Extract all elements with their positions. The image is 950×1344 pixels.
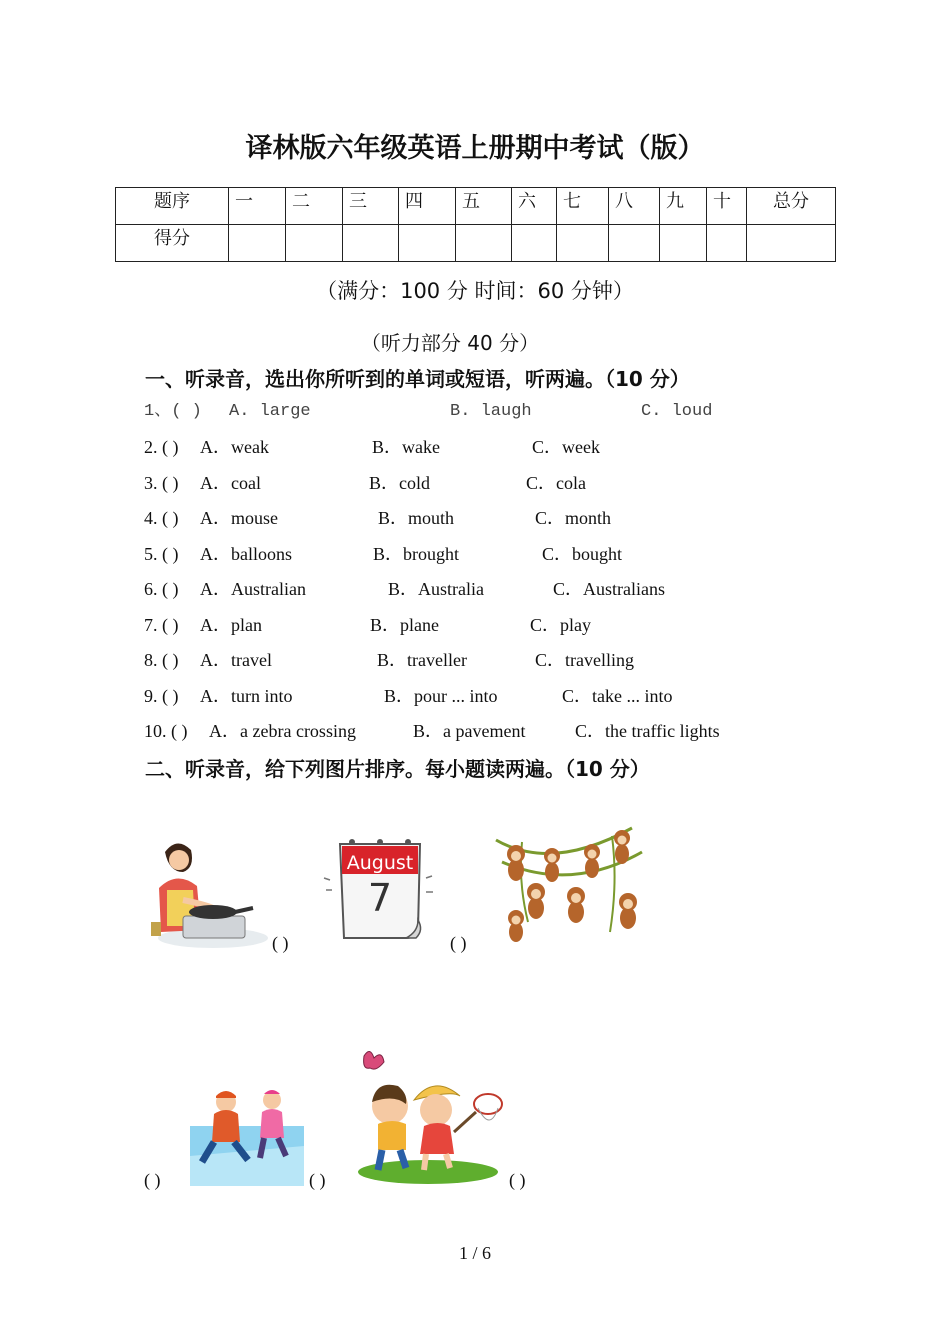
exam-info: （满分：100 分 时间：60 分钟） [316, 279, 634, 303]
header-cell: 二 [286, 188, 343, 225]
header-cell: 五 [456, 188, 512, 225]
answer-blank[interactable]: ( ) [144, 1170, 161, 1190]
option-c: C．week [532, 437, 600, 457]
option-c: C．play [530, 615, 591, 635]
answer-blank[interactable]: ( ) [272, 933, 289, 953]
option-b: B．mouth [378, 508, 455, 528]
butterfly-kids-picture [350, 1046, 505, 1186]
score-cell[interactable] [456, 225, 512, 262]
score-cell[interactable] [512, 225, 557, 262]
header-cell: 三 [343, 188, 399, 225]
score-row [116, 225, 836, 262]
option-b: B．traveller [377, 650, 467, 670]
option-a: A．a zebra crossing [209, 721, 356, 741]
score-cell[interactable] [229, 225, 286, 262]
option-a: A. large [229, 402, 311, 421]
header-cell: 总分 [747, 188, 836, 225]
answer-blank[interactable]: ( ) [450, 933, 467, 953]
header-cell: 七 [557, 188, 609, 225]
question-number[interactable]: 7. ( ) [144, 615, 179, 635]
header-cell: 八 [609, 188, 660, 225]
calendar-day: 7 [367, 876, 393, 920]
option-b: B. laugh [450, 402, 532, 421]
option-a: A．plan [200, 615, 262, 635]
option-c: C．Australians [553, 579, 665, 599]
option-a: A．travel [200, 650, 272, 670]
question-number[interactable]: 10. ( ) [144, 721, 188, 741]
option-c: C．travelling [535, 650, 634, 670]
question-number[interactable]: 8. ( ) [144, 650, 179, 670]
answer-blank[interactable]: ( ) [509, 1170, 526, 1190]
score-cell[interactable] [707, 225, 747, 262]
score-cell[interactable] [557, 225, 609, 262]
option-c: C．take ... into [562, 686, 673, 706]
option-b: B．Australia [388, 579, 484, 599]
option-c: C．bought [542, 544, 623, 564]
option-c: C．month [535, 508, 612, 528]
header-cell: 六 [512, 188, 557, 225]
header-cell: 四 [399, 188, 456, 225]
section2-heading: 二、听录音，给下列图片排序。每小题读两遍。（10 分） [145, 757, 650, 781]
calendar-month: August [346, 852, 414, 874]
option-b: B．a pavement [413, 721, 526, 741]
monkeys-picture [492, 822, 652, 950]
section1-heading: 一、听录音，选出你所听到的单词或短语，听两遍。（10 分） [145, 367, 690, 391]
question-number[interactable]: 1、( ) [144, 402, 202, 421]
option-a: A．Australian [200, 579, 306, 599]
score-cell[interactable] [609, 225, 660, 262]
cooking-picture [143, 838, 268, 953]
header-cell: 一 [229, 188, 286, 225]
header-cell: 十 [707, 188, 747, 225]
option-a: A．mouse [200, 508, 278, 528]
score-cell[interactable] [343, 225, 399, 262]
option-c: C．the traffic lights [575, 721, 720, 741]
question-number[interactable]: 5. ( ) [144, 544, 179, 564]
answer-blank[interactable]: ( ) [309, 1170, 326, 1190]
score-cell[interactable] [286, 225, 343, 262]
question-number[interactable]: 6. ( ) [144, 579, 179, 599]
question-number[interactable]: 3. ( ) [144, 473, 179, 493]
score-header-row [116, 188, 836, 225]
option-a: A．balloons [200, 544, 292, 564]
score-cell[interactable] [747, 225, 836, 262]
option-b: B．wake [372, 437, 440, 457]
option-a: A．weak [200, 437, 269, 457]
listening-part-label: （听力部分 40 分） [360, 331, 540, 355]
option-b: B．plane [370, 615, 439, 635]
header-cell: 九 [660, 188, 707, 225]
option-c: C. loud [641, 402, 713, 421]
header-cell: 题序 [116, 188, 229, 225]
option-b: B．pour ... into [384, 686, 498, 706]
score-cell[interactable] [660, 225, 707, 262]
skating-picture [190, 1086, 304, 1186]
question-number[interactable]: 9. ( ) [144, 686, 179, 706]
page-number: 1 / 6 [458, 1243, 491, 1263]
score-table [115, 187, 836, 262]
option-a: A．coal [200, 473, 261, 493]
score-cell[interactable] [399, 225, 456, 262]
option-b: B．cold [369, 473, 430, 493]
score-row-label: 得分 [116, 225, 229, 262]
option-c: C．cola [526, 473, 586, 493]
option-b: B．brought [373, 544, 460, 564]
page-title: 译林版六年级英语上册期中考试（版） [245, 133, 705, 164]
option-a: A．turn into [200, 686, 293, 706]
question-number[interactable]: 2. ( ) [144, 437, 179, 457]
question-number[interactable]: 4. ( ) [144, 508, 179, 528]
